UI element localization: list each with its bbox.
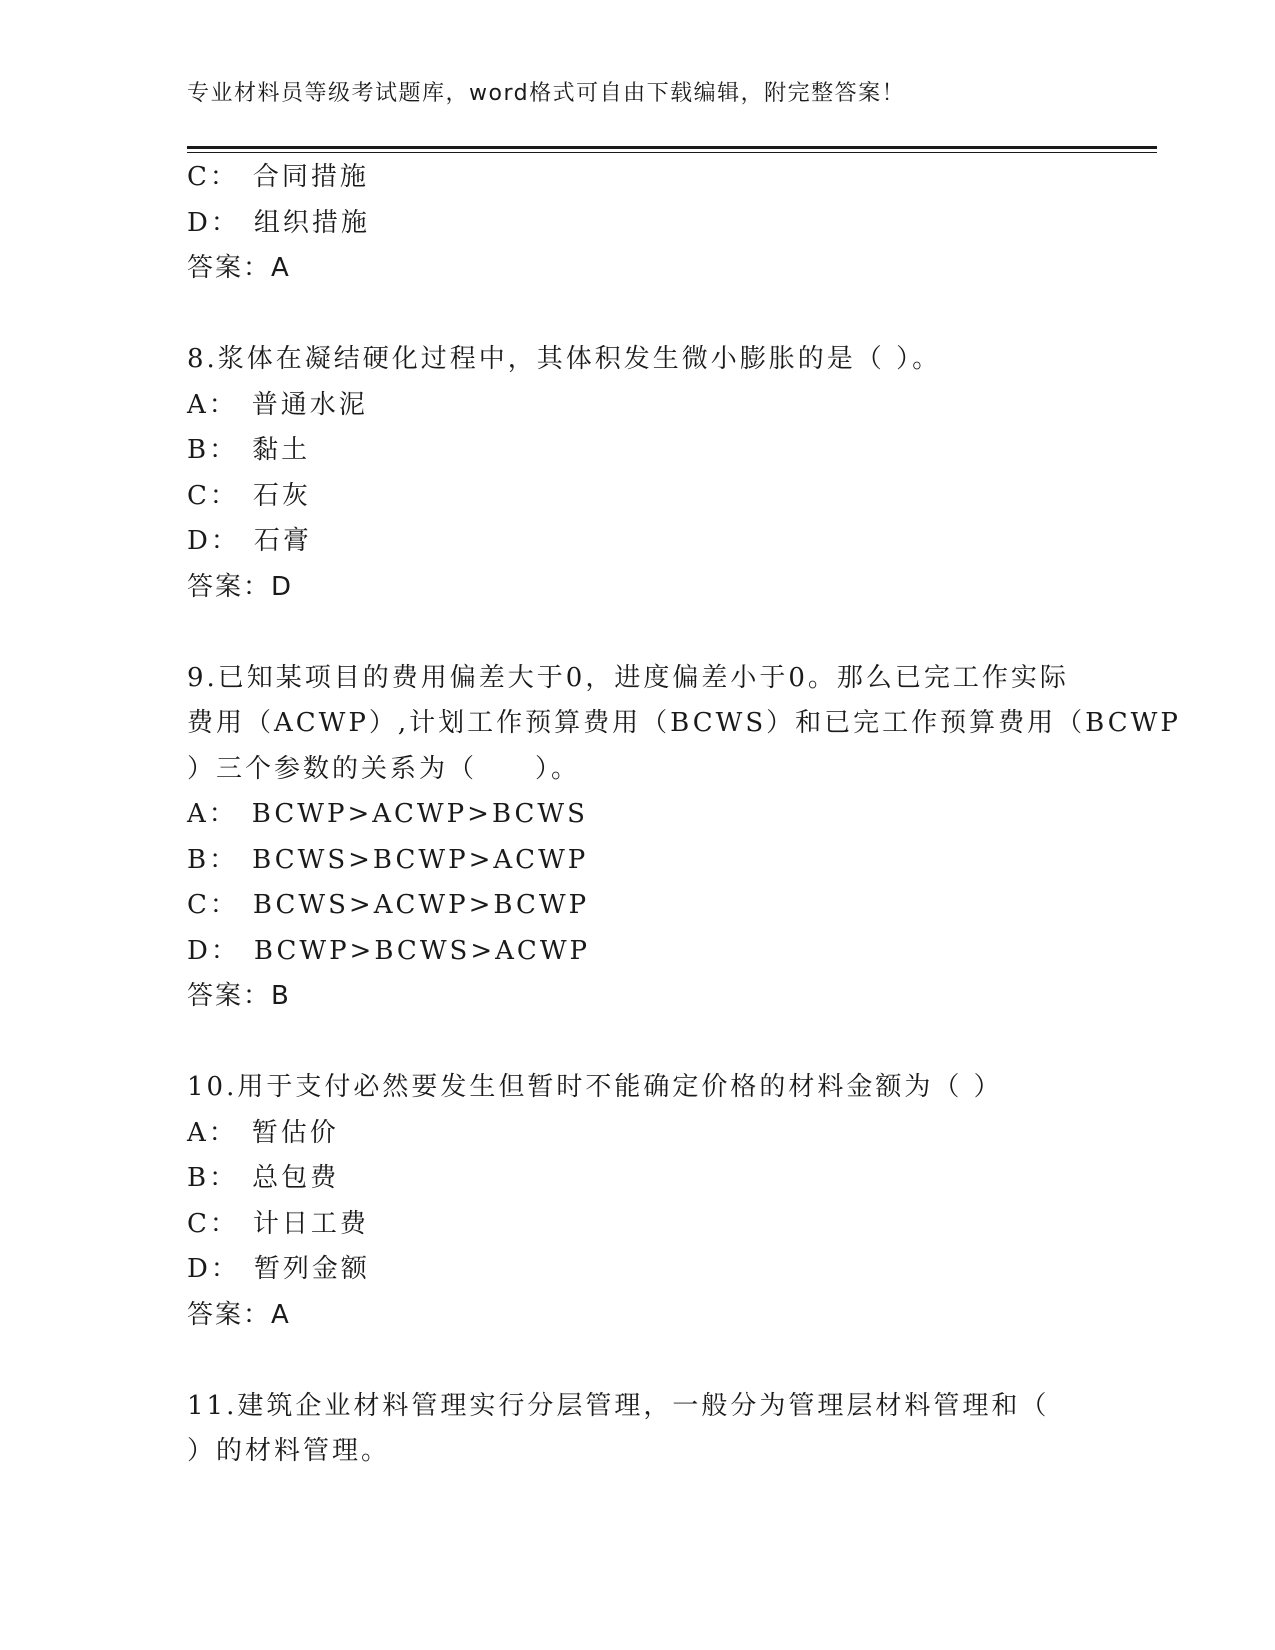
option-c: C： 计日工费: [187, 1208, 369, 1239]
option-a: A： 暂估价: [187, 1117, 339, 1148]
option-b: B： BCWS>BCWP>ACWP: [187, 844, 589, 875]
option-b: B： 黏土: [187, 435, 311, 465]
question-10: [187, 1065, 1087, 1338]
question-text: 8.浆体在凝结硬化过程中，其体积发生微小膨胀的是（ ）。: [187, 344, 942, 374]
question-8: [187, 337, 1087, 610]
question-text: 10.用于支付必然要发生但暂时不能确定价格的材料金额为（ ）: [187, 1072, 1003, 1102]
option-d: D： BCWP>BCWS>ACWP: [187, 935, 591, 966]
page-header: 专业材料员等级考试题库，word格式可自由下载编辑，附完整答案！: [187, 81, 906, 106]
option-a: A： 普通水泥: [187, 389, 368, 420]
option-a: A： BCWP>ACWP>BCWS: [187, 799, 588, 829]
answer: 答案：A: [187, 253, 291, 283]
spacer: [187, 610, 1087, 656]
option-c: C： 石灰: [187, 480, 311, 511]
option-c: C： 合同措施: [187, 162, 369, 192]
answer: 答案：D: [187, 571, 294, 602]
spacer: [187, 1020, 1087, 1066]
question-content: [187, 155, 1181, 1475]
question-7-tail: [187, 155, 1087, 292]
spacer: [187, 1338, 1087, 1384]
header-rule-thick: [187, 146, 1157, 149]
header-rule-thin: [187, 152, 1157, 153]
question-text: ）三个参数的关系为（ ）。: [187, 753, 581, 784]
question-text: 费用（ACWP）,计划工作预算费用（BCWS）和已完工作预算费用（BCWP: [187, 708, 1181, 738]
answer: 答案：A: [187, 1299, 291, 1330]
option-d: D： 组织措施: [187, 207, 370, 238]
option-d: D： 暂列金额: [187, 1254, 370, 1284]
question-text: 9.已知某项目的费用偏差大于0，进度偏差小于0。那么已完工作实际: [187, 662, 1069, 693]
option-d: D： 石膏: [187, 526, 312, 556]
option-b: B： 总包费: [187, 1163, 340, 1193]
spacer: [187, 292, 1087, 338]
question-text: 11.建筑企业材料管理实行分层管理，一般分为管理层材料管理和（: [187, 1390, 1050, 1421]
option-c: C： BCWS>ACWP>BCWP: [187, 890, 590, 920]
question-text: ）的材料管理。: [187, 1436, 391, 1466]
answer: 答案：B: [187, 981, 291, 1011]
question-9: [187, 656, 1181, 1020]
question-11: [187, 1384, 1087, 1475]
